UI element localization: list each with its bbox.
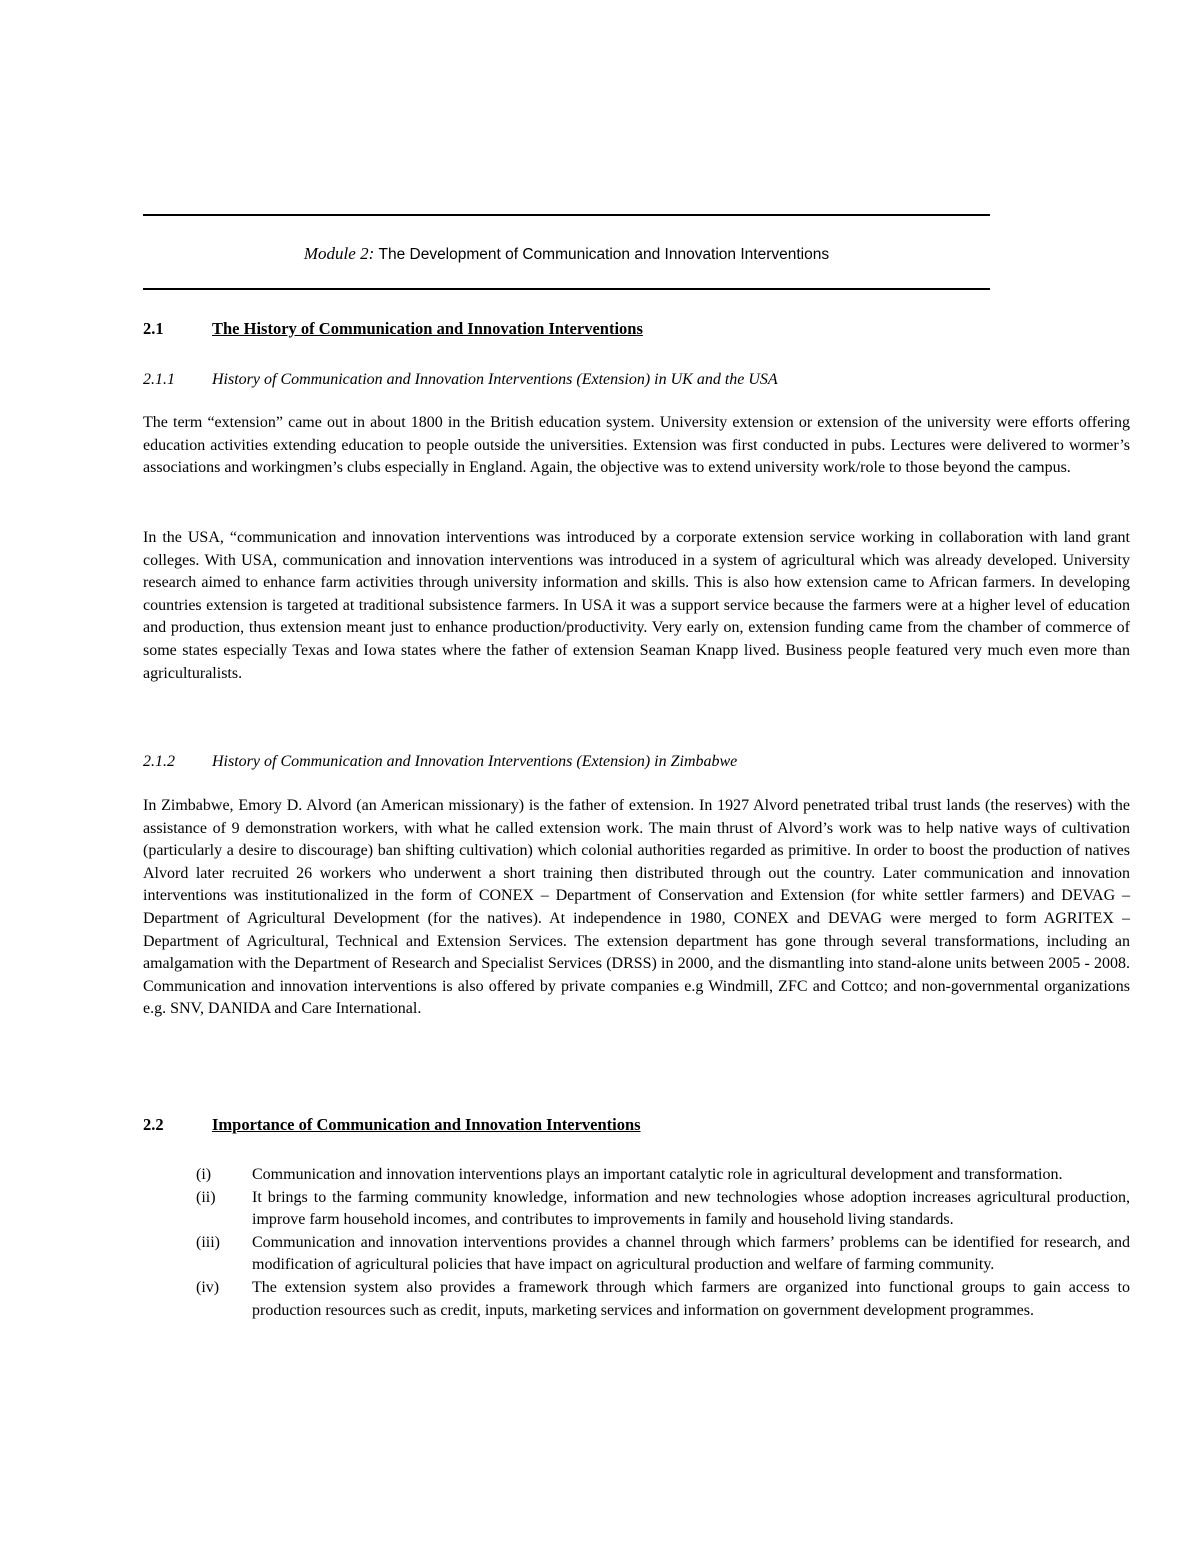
section-2-1-1-heading [143, 369, 778, 391]
header-top-rule [143, 214, 990, 216]
section-2-1-2-heading [143, 751, 737, 773]
list-item [196, 1232, 1130, 1277]
subsection-number: 2.1.1 [143, 371, 175, 388]
section-number: 2.2 [143, 1115, 164, 1134]
paragraph-usa-extension [143, 527, 1130, 685]
list-item-text: The extension system also provides a framework through which farmers are organized into functional groups to gain access to production resources such as credit, inputs, marketing services and information on government development programmes. [252, 1278, 1130, 1319]
subsection-title: History of Communication and Innovation Interventions (Extension) in Zimbabwe [212, 753, 738, 770]
paragraph: The term “extension” came out in about 1800 in the British education system. University extension or extension of the university were efforts offering education activities extending education to people outside the universities. Extension was first conducted in pubs. Lectures were delivered to wormer’s associations and workingmen’s clubs especially in England. Again, the objective was to extend university work/role to those beyond the campus. [143, 414, 1130, 477]
subsection-number: 2.1.2 [143, 753, 175, 770]
importance-list [196, 1164, 1130, 1322]
list-marker: (iii) [196, 1233, 220, 1251]
paragraph-zimbabwe-extension [143, 795, 1130, 1021]
section-number: 2.1 [143, 319, 164, 338]
list-marker: (ii) [196, 1188, 216, 1206]
section-2-1-heading [143, 318, 643, 340]
list-item [196, 1277, 1130, 1322]
module-header [143, 243, 990, 266]
list-item [196, 1164, 1130, 1187]
list-item-text: Communication and innovation interventions provides a channel through which farmers’ problems can be identified for research, and modification of agricultural policies that have impact on agricultural production and welfare of farming community. [252, 1233, 1130, 1274]
paragraph: In Zimbabwe, Emory D. Alvord (an American missionary) is the father of extension. In 1927 Alvord penetrated tribal trust lands (the reserves) with the assistance of 9 demonstration workers, with what he called extension work. The main thrust of Alvord’s work was to help native ways of cultivation (particularly a desire to discourage) ban shifting cultivation) which colonial authorities regarded as primitive. In order to boost the production of natives Alvord later recruited 26 workers who underwent a short training then distributed through out the country. Later communication and innovation interventions was institutionalized in the form of CONEX – Department of Conservation and Extension (for white settler farmers) and DEVAG – Department of Agricultural Development (for the natives). At independence in 1980, CONEX and DEVAG were merged to form AGRITEX – Department of Agricultural, Technical and Extension Services. The extension department has gone through several transformations, including an amalgamation with the Department of Research and Specialist Services (DRSS) in 2000, and the dismantling into stand-alone units between 2005 - 2008. Communication and innovation interventions is also offered by private companies e.g Windmill, ZFC and Cottco; and non-governmental organizations e.g. SNV, DANIDA and Care International. [143, 797, 1130, 1018]
list-item-text: Communication and innovation interventions plays an important catalytic role in agricultural development and transformation. [252, 1166, 1063, 1183]
paragraph-extension-origin [143, 412, 1130, 480]
list-item [196, 1187, 1130, 1232]
list-marker: (iv) [196, 1278, 220, 1296]
section-title: The History of Communication and Innovation Interventions [212, 319, 643, 338]
header-bottom-rule [143, 288, 990, 290]
module-label: Module 2: [303, 244, 375, 263]
paragraph: In the USA, “communication and innovation interventions was introduced by a corporate extension service working in collaboration with land grant colleges. With USA, communication and innovation interventions was introduced in a system of agricultural which was already developed. University research aimed to enhance farm activities through university information and skills. This is also how extension came to African farmers. In developing countries extension is targeted at traditional subsistence farmers. In USA it was a support service because the farmers were at a higher level of education and production, thus extension meant just to enhance production/productivity. Very early on, extension funding came from the chamber of commerce of some states especially Texas and Iowa states where the father of extension Seaman Knapp lived. Business people featured very much even more than agriculturalists. [143, 529, 1130, 682]
list-marker: (i) [196, 1166, 212, 1183]
section-2-2-heading [143, 1114, 641, 1136]
list-item-text: It brings to the farming community knowledge, information and new technologies whose adoption increases agricultural production, improve farm household incomes, and contributes to improvements in family and household living standards. [252, 1188, 1130, 1229]
subsection-title: History of Communication and Innovation Interventions (Extension) in UK and the USA [212, 371, 778, 388]
section-title: Importance of Communication and Innovation Interventions [212, 1115, 641, 1134]
module-title: The Development of Communication and Innovation Interventions [378, 246, 830, 263]
